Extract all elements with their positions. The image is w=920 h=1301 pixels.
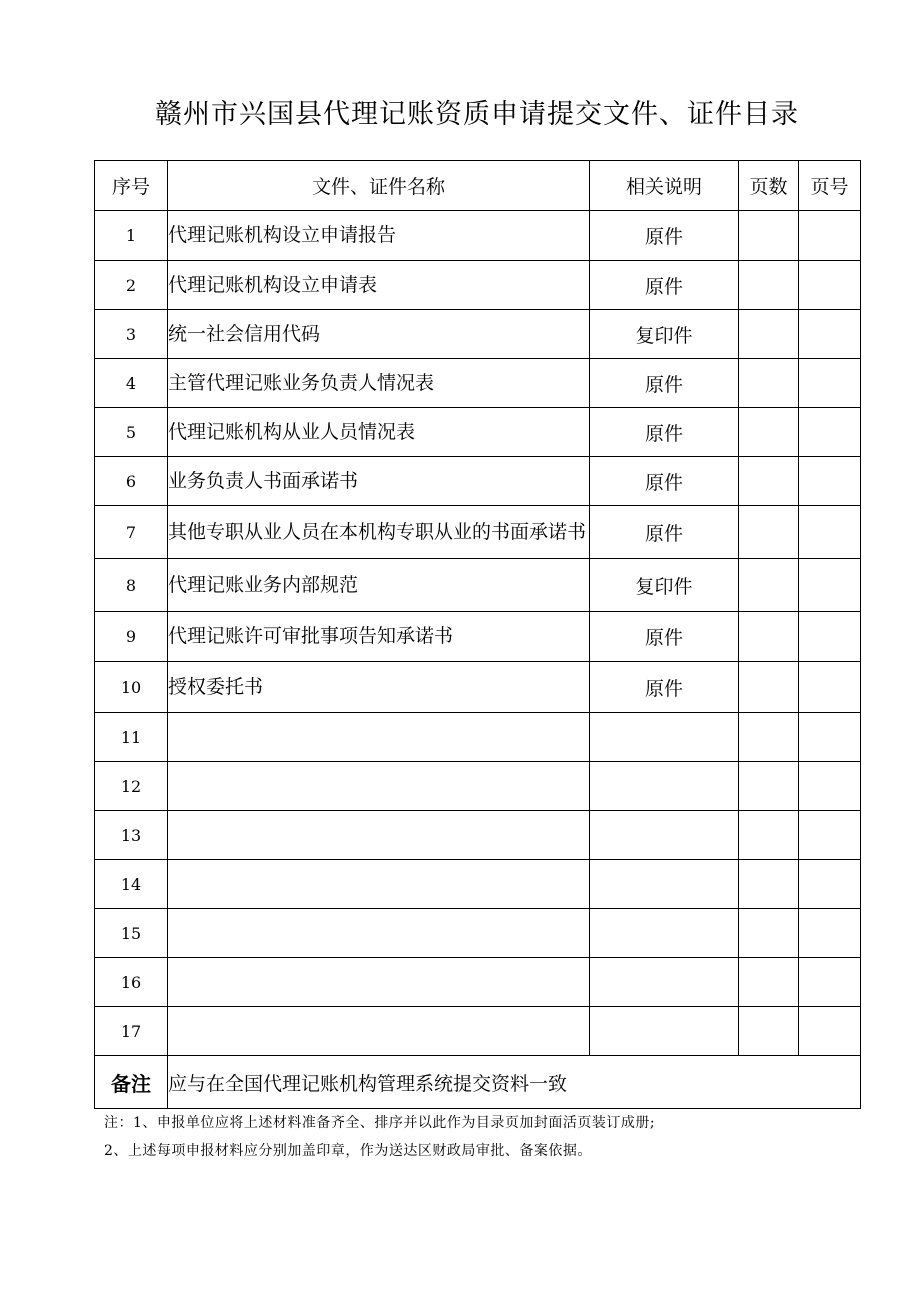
row-serial-number: 3 bbox=[95, 310, 168, 359]
remark-row bbox=[95, 1056, 861, 1109]
table-row bbox=[95, 310, 861, 359]
row-serial-number: 1 bbox=[95, 211, 168, 261]
footnote-2: 2、上述每项申报材料应分别加盖印章，作为送达区财政局审批、备案依据。 bbox=[104, 1143, 592, 1159]
row-page-count-cell bbox=[739, 261, 799, 310]
row-serial-number: 14 bbox=[95, 860, 168, 909]
row-serial-number: 8 bbox=[95, 559, 168, 612]
row-page-number-cell bbox=[799, 310, 861, 359]
row-page-count-cell bbox=[739, 211, 799, 261]
row-description bbox=[590, 860, 739, 909]
table-row bbox=[95, 559, 861, 612]
table-row bbox=[95, 408, 861, 457]
header-page-count: 页数 bbox=[739, 161, 799, 211]
row-serial-number: 6 bbox=[95, 457, 168, 506]
table-row bbox=[95, 457, 861, 506]
row-page-number-cell bbox=[799, 506, 861, 559]
row-page-number-cell bbox=[799, 261, 861, 310]
row-page-count-cell bbox=[739, 1007, 799, 1056]
row-page-number-cell bbox=[799, 559, 861, 612]
row-document-name bbox=[168, 860, 590, 909]
row-page-count-cell bbox=[739, 612, 799, 662]
row-serial-number: 13 bbox=[95, 811, 168, 860]
row-page-number-cell bbox=[799, 762, 861, 811]
table-row bbox=[95, 506, 861, 559]
row-page-number-cell bbox=[799, 958, 861, 1007]
table-header-row bbox=[95, 161, 861, 211]
row-page-number-cell bbox=[799, 713, 861, 762]
row-serial-number: 5 bbox=[95, 408, 168, 457]
row-description bbox=[590, 1007, 739, 1056]
row-serial-number: 15 bbox=[95, 909, 168, 958]
remark-text: 应与在全国代理记账机构管理系统提交资料一致 bbox=[168, 1056, 861, 1109]
row-description: 原件 bbox=[590, 261, 739, 310]
remark-label: 备注 bbox=[95, 1056, 168, 1109]
row-description: 原件 bbox=[590, 612, 739, 662]
row-description bbox=[590, 811, 739, 860]
row-serial-number: 9 bbox=[95, 612, 168, 662]
row-page-count-cell bbox=[739, 662, 799, 713]
row-page-count-cell bbox=[739, 506, 799, 559]
row-page-number-cell bbox=[799, 408, 861, 457]
row-description: 复印件 bbox=[590, 310, 739, 359]
row-document-name: 业务负责人书面承诺书 bbox=[168, 457, 590, 506]
row-page-count-cell bbox=[739, 359, 799, 408]
table-row bbox=[95, 909, 861, 958]
table-row bbox=[95, 359, 861, 408]
row-description: 复印件 bbox=[590, 559, 739, 612]
row-page-number-cell bbox=[799, 612, 861, 662]
row-document-name: 其他专职从业人员在本机构专职从业的书面承诺书 bbox=[168, 506, 590, 559]
row-document-name: 主管代理记账业务负责人情况表 bbox=[168, 359, 590, 408]
row-page-count-cell bbox=[739, 310, 799, 359]
row-description: 原件 bbox=[590, 359, 739, 408]
row-serial-number: 16 bbox=[95, 958, 168, 1007]
row-page-count-cell bbox=[739, 860, 799, 909]
row-document-name bbox=[168, 713, 590, 762]
row-document-name bbox=[168, 909, 590, 958]
header-description: 相关说明 bbox=[590, 161, 739, 211]
footnote-1: 注：1、申报单位应将上述材料准备齐全、排序并以此作为目录页加封面活页装订成册; bbox=[104, 1115, 656, 1131]
header-serial-number: 序号 bbox=[95, 161, 168, 211]
page-title: 赣州市兴国县代理记账资质申请提交文件、证件目录 bbox=[155, 99, 799, 130]
row-document-name bbox=[168, 811, 590, 860]
row-page-number-cell bbox=[799, 359, 861, 408]
row-page-number-cell bbox=[799, 662, 861, 713]
row-page-count-cell bbox=[739, 811, 799, 860]
row-serial-number: 17 bbox=[95, 1007, 168, 1056]
table-row bbox=[95, 762, 861, 811]
row-description: 原件 bbox=[590, 457, 739, 506]
table-row bbox=[95, 261, 861, 310]
row-description bbox=[590, 909, 739, 958]
table-row bbox=[95, 860, 861, 909]
row-page-number-cell bbox=[799, 1007, 861, 1056]
row-serial-number: 10 bbox=[95, 662, 168, 713]
table-row bbox=[95, 662, 861, 713]
row-document-name: 代理记账机构设立申请表 bbox=[168, 261, 590, 310]
row-page-number-cell bbox=[799, 811, 861, 860]
table-row bbox=[95, 958, 861, 1007]
row-description: 原件 bbox=[590, 506, 739, 559]
table-row bbox=[95, 211, 861, 261]
row-document-name: 代理记账许可审批事项告知承诺书 bbox=[168, 612, 590, 662]
row-document-name: 统一社会信用代码 bbox=[168, 310, 590, 359]
table-row bbox=[95, 811, 861, 860]
row-description: 原件 bbox=[590, 408, 739, 457]
table-row bbox=[95, 713, 861, 762]
document-directory-table bbox=[94, 160, 861, 1109]
row-description: 原件 bbox=[590, 662, 739, 713]
row-document-name bbox=[168, 762, 590, 811]
row-serial-number: 4 bbox=[95, 359, 168, 408]
row-serial-number: 7 bbox=[95, 506, 168, 559]
row-description bbox=[590, 713, 739, 762]
row-description bbox=[590, 958, 739, 1007]
row-description: 原件 bbox=[590, 211, 739, 261]
row-page-count-cell bbox=[739, 762, 799, 811]
row-page-count-cell bbox=[739, 958, 799, 1007]
row-serial-number: 12 bbox=[95, 762, 168, 811]
row-page-number-cell bbox=[799, 211, 861, 261]
row-document-name: 代理记账机构设立申请报告 bbox=[168, 211, 590, 261]
row-serial-number: 11 bbox=[95, 713, 168, 762]
row-page-number-cell bbox=[799, 457, 861, 506]
table-row bbox=[95, 1007, 861, 1056]
header-document-name: 文件、证件名称 bbox=[168, 161, 590, 211]
row-document-name bbox=[168, 1007, 590, 1056]
row-document-name: 授权委托书 bbox=[168, 662, 590, 713]
row-document-name bbox=[168, 958, 590, 1007]
row-page-count-cell bbox=[739, 457, 799, 506]
row-document-name: 代理记账业务内部规范 bbox=[168, 559, 590, 612]
row-page-count-cell bbox=[739, 713, 799, 762]
row-page-number-cell bbox=[799, 860, 861, 909]
header-page-number: 页号 bbox=[799, 161, 861, 211]
row-page-count-cell bbox=[739, 559, 799, 612]
row-document-name: 代理记账机构从业人员情况表 bbox=[168, 408, 590, 457]
row-description bbox=[590, 762, 739, 811]
row-page-number-cell bbox=[799, 909, 861, 958]
table-row bbox=[95, 612, 861, 662]
row-page-count-cell bbox=[739, 408, 799, 457]
row-page-count-cell bbox=[739, 909, 799, 958]
row-serial-number: 2 bbox=[95, 261, 168, 310]
